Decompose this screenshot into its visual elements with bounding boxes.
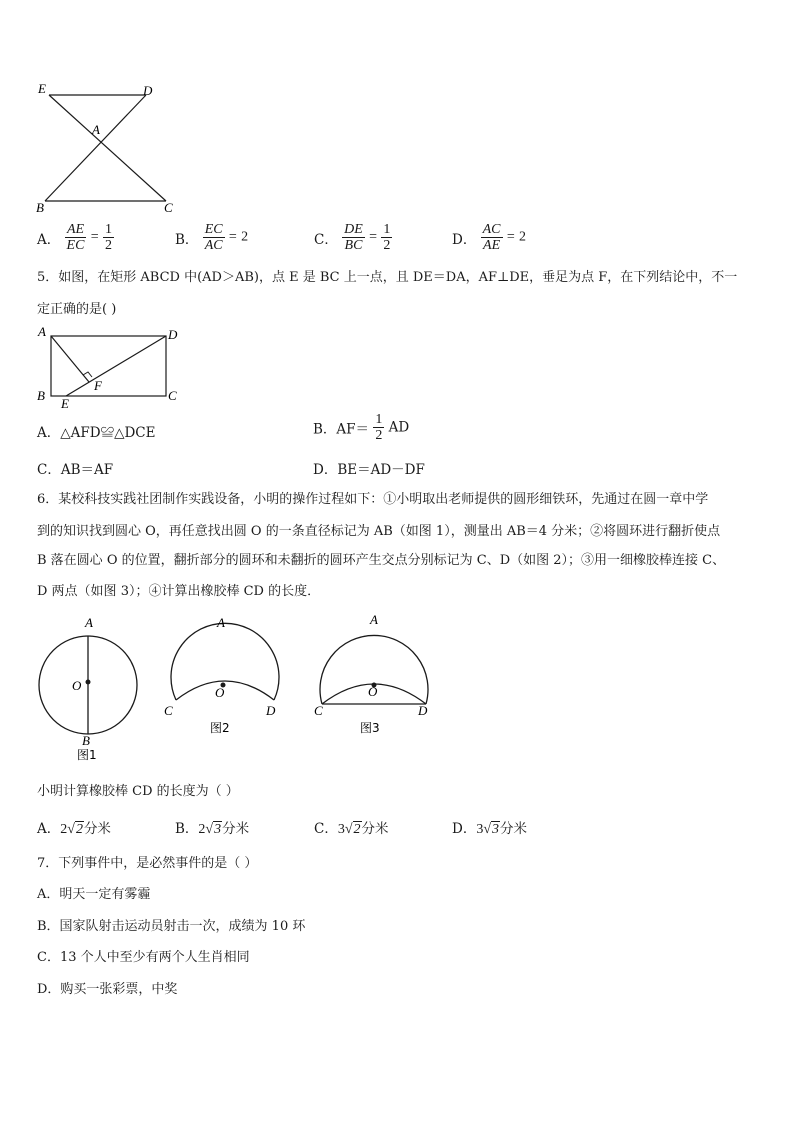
q6-option-a: A．2√2分米 <box>37 821 111 837</box>
q5-stem-line2: 定正确的是( ) <box>37 302 117 317</box>
label-O: O <box>72 678 82 693</box>
q7-stem: 7．下列事件中，是必然事件的是（ ） <box>37 856 258 871</box>
label-C: C <box>168 388 177 403</box>
label-B: B <box>37 388 45 403</box>
label-O: O <box>215 685 225 700</box>
label-D: D <box>168 327 178 342</box>
label-A: A <box>217 615 225 630</box>
label-A: A <box>38 324 46 339</box>
label-A: A <box>85 615 93 630</box>
label-D: D <box>266 703 276 718</box>
q7-option-b: B．国家队射击运动员射击一次，成绩为 10 环 <box>37 919 306 934</box>
q6-option-d: D．3√3分米 <box>452 821 528 837</box>
label-C: C <box>164 703 173 718</box>
q6-figure-1 <box>30 612 150 762</box>
q4-option-a: A． $\frac{AE}{EC}$ = $\frac{1}{2}$ <box>37 222 112 253</box>
q6-option-c: C．3√2分米 <box>314 821 389 837</box>
q6-stem-line2: 到的知识找到圆心 O，再任意找出圆 O 的一条直径标记为 AB（如图 1），测量出 AB＝4 分米；②将圆环进行翻折使点 <box>37 524 721 539</box>
q5-option-b: B．AF＝ $\frac{1}{2}$ AD <box>313 412 410 443</box>
label-E: E <box>38 81 46 96</box>
label-C: C <box>164 200 173 215</box>
label-E: E <box>61 396 69 411</box>
label-D: D <box>418 703 428 718</box>
fig2-caption: 图2 <box>210 721 230 735</box>
q5-stem-line1: 5．如图，在矩形 ABCD 中(AD＞AB)，点 E 是 BC 上一点，且 DE＝DA，AF⊥DE，垂足为点 F，在下列结论中，不一 <box>37 270 738 285</box>
label-B: B <box>82 733 90 748</box>
q6-stem-line4: D 两点（如图 3）；④计算出橡胶棒 CD 的长度． <box>37 584 321 599</box>
q6-stem-line3: B 落在圆心 O 的位置，翻折部分的圆环和未翻折的圆环产生交点分别标记为 C、D（如图 2）；③用一细橡胶棒连接 C、 <box>37 553 726 568</box>
label-B: B <box>36 200 44 215</box>
q5-option-a: A．△AFD≌△DCE <box>37 425 156 441</box>
q5-figure <box>30 322 190 412</box>
q4-option-b: B． $\frac{EC}{AC}$ = 2 <box>175 222 249 253</box>
label-O: O <box>368 684 378 699</box>
q7-option-c: C．13 个人中至少有两个人生肖相同 <box>37 950 250 965</box>
q4-figure <box>30 76 190 216</box>
q7-option-a: A．明天一定有雾霾 <box>37 887 151 902</box>
q6-stem-line1: 6．某校科技实践社团制作实践设备，小明的操作过程如下：①小明取出老师提供的圆形细铁环，先通过在圆一章中学 <box>37 492 709 507</box>
label-D: D <box>143 83 153 98</box>
q5-option-c: C．AB＝AF <box>37 462 114 478</box>
q6-question: 小明计算橡胶棒 CD 的长度为（ ） <box>37 784 239 799</box>
q5-option-d: D．BE＝AD－DF <box>313 462 425 478</box>
q6-figure-2 <box>160 612 290 742</box>
fig3-caption: 图3 <box>360 721 380 735</box>
q6-figure-3 <box>308 612 438 742</box>
q4-option-d: D． $\frac{AC}{AE}$ = 2 <box>452 222 527 253</box>
label-F: F <box>94 378 102 393</box>
q6-option-b: B．2√3分米 <box>175 821 250 837</box>
label-A: A <box>92 122 100 137</box>
fig1-caption: 图1 <box>77 748 97 762</box>
label-C: C <box>314 703 323 718</box>
q7-option-d: D．购买一张彩票，中奖 <box>37 982 178 997</box>
q4-option-c: C． $\frac{DE}{BC}$ = $\frac{1}{2}$ <box>314 222 391 253</box>
label-A: A <box>370 612 378 627</box>
